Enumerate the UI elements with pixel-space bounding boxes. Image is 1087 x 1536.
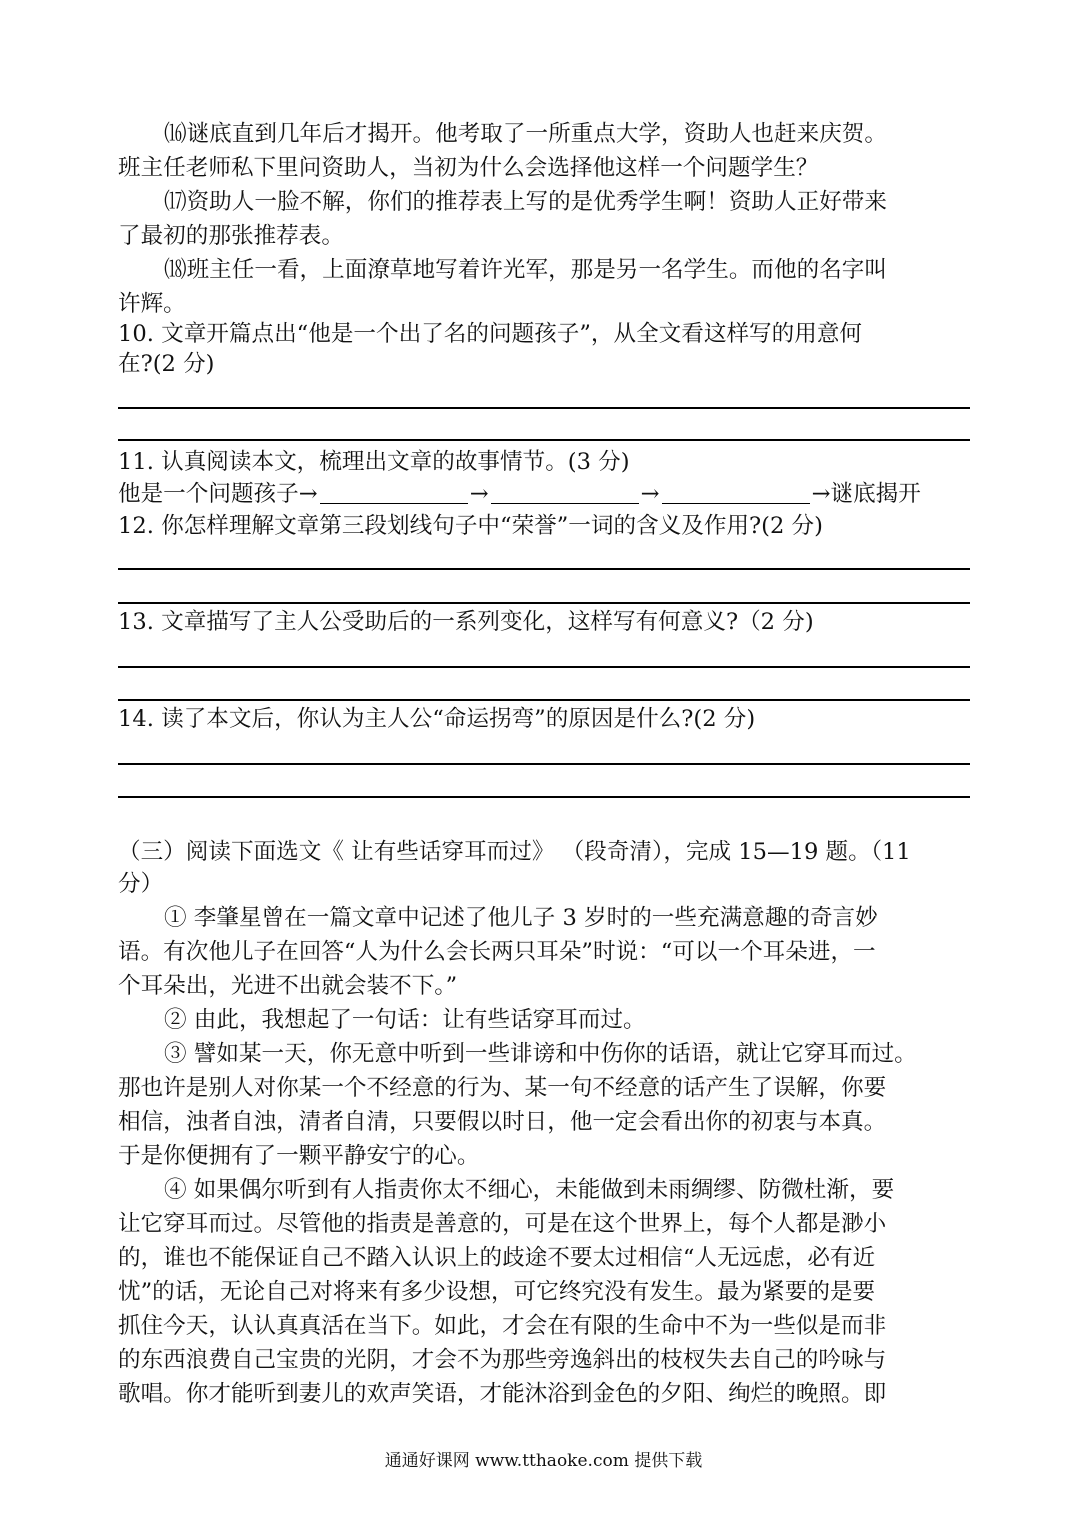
paragraph-17-line-2: 了最初的那张推荐表。 [118, 223, 344, 249]
question-12: 12. 你怎样理解文章第三段划线句子中“荣誉”一词的含义及作用?(2 分) [118, 513, 823, 539]
plot-blank-1[interactable] [320, 485, 468, 504]
arrow-icon: → [640, 481, 660, 507]
answer-line[interactable] [118, 666, 970, 668]
plot-blank-2[interactable] [491, 485, 639, 504]
plot-flow [118, 478, 921, 510]
section-3-para-3-line-1: ③ 譬如某一天，你无意中听到一些诽谤和中伤你的话语，就让它穿耳而过。 [164, 1041, 917, 1067]
answer-line[interactable] [118, 796, 970, 798]
section-3-para-1-line-1: ① 李肇星曾在一篇文章中记述了他儿子 3 岁时的一些充满意趣的奇言妙 [164, 905, 878, 931]
arrow-icon: → [469, 481, 489, 507]
question-13: 13. 文章描写了主人公受助后的一系列变化，这样写有何意义?（2 分) [118, 609, 814, 635]
section-3-para-4-line-4: 忧”的话，无论自己对将来有多少设想，可它终究没有发生。最为紧要的是要 [118, 1279, 876, 1305]
section-3-para-2-line-1: ② 由此，我想起了一句话：让有些话穿耳而过。 [164, 1007, 646, 1033]
question-14: 14. 读了本文后，你认为主人公“命运拐弯”的原因是什么?(2 分) [118, 706, 756, 732]
answer-line[interactable] [118, 439, 970, 441]
paragraph-16-line-2: 班主任老师私下里问资助人，当初为什么会选择他这样一个问题学生？ [118, 155, 819, 181]
question-11: 11. 认真阅读本文，梳理出文章的故事情节。(3 分) [118, 449, 630, 475]
section-3-para-3-line-4: 于是你便拥有了一颗平静安宁的心。 [118, 1143, 480, 1169]
answer-line[interactable] [118, 568, 970, 570]
plot-start: 他是一个问题孩子 [118, 481, 299, 507]
paragraph-16-line-1: ⒃谜底直到几年后才揭开。他考取了一所重点大学，资助人也赶来庆贺。 [164, 121, 887, 147]
section-3-para-4-line-3: 的，谁也不能保证自己不踏入认识上的歧途不要太过相信“人无远虑，必有近 [118, 1245, 876, 1271]
section-3-para-1-line-2: 语。有次他儿子在回答“人为什么会长两只耳朵”时说：“可以一个耳朵进，一 [118, 939, 876, 965]
paragraph-18-line-1: ⒅班主任一看，上面潦草地写着许光军，那是另一名学生。而他的名字叫 [164, 257, 887, 283]
section-3-para-3-line-2: 那也许是别人对你某一个不经意的行为、某一句不经意的话产生了误解，你要 [118, 1075, 887, 1101]
section-3-para-1-line-3: 个耳朵出，光进不出就会装不下。” [118, 973, 458, 999]
answer-line[interactable] [118, 602, 970, 604]
question-10-line-1: 10. 文章开篇点出“他是一个出了名的问题孩子”，从全文看这样写的用意何 [118, 321, 863, 347]
section-3-para-4-line-5: 抓住今天，认认真真活在当下。如此，才会在有限的生命中不为一些似是而非 [118, 1313, 887, 1339]
arrow-icon: → [811, 481, 831, 507]
section-3-para-4-line-7: 歌唱。你才能听到妻儿的欢声笑语，才能沐浴到金色的夕阳、绚烂的晚照。即 [118, 1381, 887, 1407]
answer-line[interactable] [118, 699, 970, 701]
section-3-para-3-line-3: 相信，浊者自浊，清者自清，只要假以时日，他一定会看出你的初衷与本真。 [118, 1109, 887, 1135]
question-10-line-2: 在?(2 分) [118, 351, 215, 377]
paragraph-18-line-2: 许辉。 [118, 291, 186, 317]
arrow-icon: → [298, 481, 318, 507]
answer-line[interactable] [118, 763, 970, 765]
section-3-para-4-line-6: 的东西浪费自己宝贵的光阴，才会不为那些旁逸斜出的枝杈失去自己的吟咏与 [118, 1347, 887, 1373]
section-3-para-4-line-2: 让它穿耳而过。尽管他的指责是善意的，可是在这个世界上，每个人都是渺小 [118, 1211, 887, 1237]
section-3-heading-line-2: 分） [118, 871, 164, 897]
plot-end: 谜底揭开 [830, 481, 921, 507]
paragraph-17-line-1: ⒄资助人一脸不解，你们的推荐表上写的是优秀学生啊！资助人正好带来 [164, 189, 887, 215]
section-3-heading-line-1: （三）阅读下面选文《 让有些话穿耳而过》 （段奇清），完成 15—19 题。（11 [118, 839, 911, 865]
section-3-para-4-line-1: ④ 如果偶尔听到有人指责你太不细心，未能做到未雨绸缪、防微杜渐，要 [164, 1177, 895, 1203]
answer-line[interactable] [118, 407, 970, 409]
plot-blank-3[interactable] [662, 485, 810, 504]
page-footer: 通通好课网 www.tthaoke.com 提供下载 [384, 1451, 703, 1471]
